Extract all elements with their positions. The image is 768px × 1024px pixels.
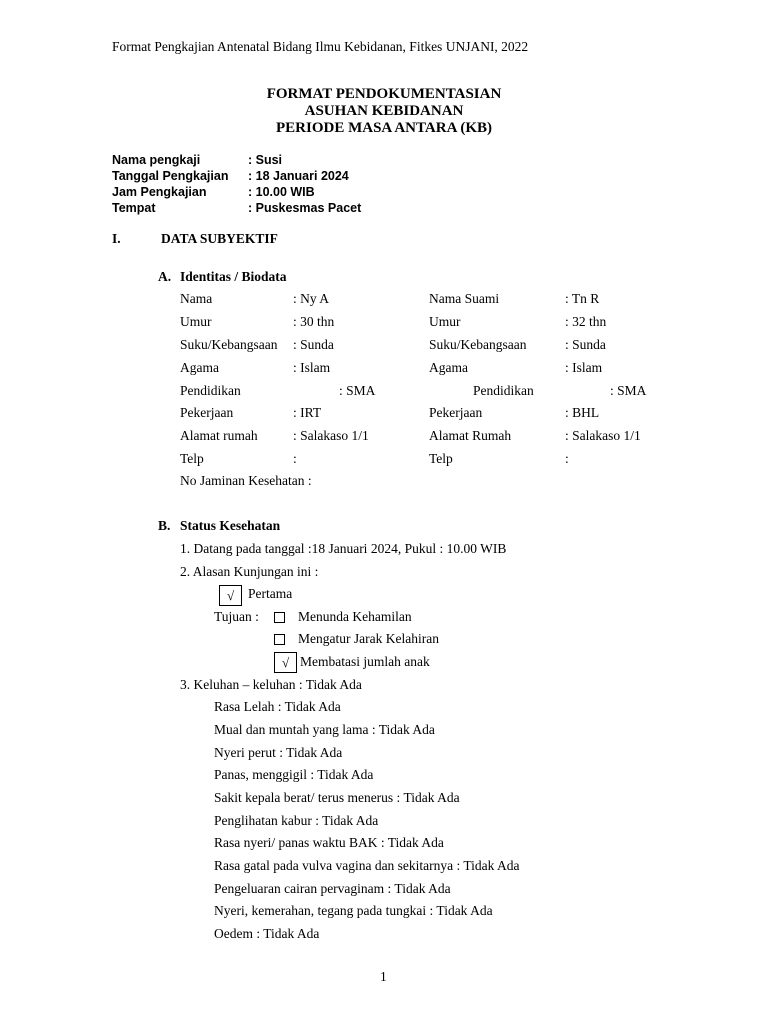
complaint-item: Oedem : Tidak Ada: [214, 926, 320, 941]
mengatur-checkbox: [274, 634, 285, 645]
identity-value: : Sunda: [293, 337, 334, 352]
identity-value: : Islam: [565, 360, 603, 375]
identity-value: : Tn R: [565, 291, 600, 306]
identity-value: : SMA: [339, 383, 376, 398]
complaint-item: Rasa gatal pada vulva vagina dan sekitarnya : Tidak Ada: [214, 858, 520, 873]
pertama-checkbox: [219, 585, 242, 606]
membatasi-checkbox: [274, 652, 297, 673]
identity-label: Agama: [180, 360, 219, 375]
info-label-tempat: Tempat: [112, 201, 156, 215]
identity-value: : Salakaso 1/1: [293, 428, 369, 443]
subsection-letter-b: B.: [158, 518, 171, 533]
identity-label: Pendidikan: [180, 383, 241, 398]
pertama-label: Pertama: [248, 586, 293, 601]
identity-label: Suku/Kebangsaan: [180, 337, 278, 352]
identity-label: Nama Suami: [429, 291, 500, 306]
identity-label: Alamat rumah: [180, 428, 258, 443]
info-value-pengkaji: : Susi: [248, 153, 283, 167]
document-title-line-2: ASUHAN KEBIDANAN: [304, 103, 464, 119]
identity-value: : 32 thn: [565, 314, 607, 329]
info-value-jam: : 10.00 WIB: [248, 185, 315, 199]
complaint-item: Nyeri perut : Tidak Ada: [214, 745, 343, 760]
check-mark-icon: √: [227, 588, 235, 603]
status-item-1: 1. Datang pada tanggal :18 Januari 2024, Pukul : 10.00 WIB: [180, 541, 507, 556]
identity-label: Alamat Rumah: [429, 428, 512, 443]
complaint-item: Sakit kepala berat/ terus menerus : Tidak Ada: [214, 790, 460, 805]
status-item-2: 2. Alasan Kunjungan ini :: [180, 564, 319, 579]
identity-value: :: [565, 451, 569, 466]
identity-label: Pendidikan: [473, 383, 534, 398]
subsection-letter-a: A.: [158, 269, 172, 284]
complaint-item: Mual dan muntah yang lama : Tidak Ada: [214, 722, 435, 737]
info-value-tanggal: : 18 Januari 2024: [248, 169, 349, 183]
document-title-line-3: PERIODE MASA ANTARA (KB): [276, 120, 492, 136]
complaint-item: Panas, menggigil : Tidak Ada: [214, 767, 374, 782]
identity-label: Suku/Kebangsaan: [429, 337, 527, 352]
tujuan-label: Tujuan :: [214, 609, 259, 624]
identity-value: : 30 thn: [293, 314, 335, 329]
status-item-3: 3. Keluhan – keluhan : Tidak Ada: [180, 677, 362, 692]
info-label-jam: Jam Pengkajian: [112, 185, 207, 199]
membatasi-label: Membatasi jumlah anak: [300, 654, 430, 669]
identity-label: Pekerjaan: [180, 405, 234, 420]
identity-value: : Ny A: [293, 291, 330, 306]
complaint-item: Rasa Lelah : Tidak Ada: [214, 699, 341, 714]
identity-label: Umur: [429, 314, 461, 329]
identity-label: Telp: [429, 451, 453, 466]
identity-value: : SMA: [610, 383, 647, 398]
jaminan-kesehatan-label: No Jaminan Kesehatan :: [180, 473, 312, 488]
subsection-title-a: Identitas / Biodata: [180, 269, 287, 284]
identity-value: : Islam: [293, 360, 331, 375]
mengatur-label: Mengatur Jarak Kelahiran: [298, 631, 439, 646]
page-header: Format Pengkajian Antenatal Bidang Ilmu Kebidanan, Fitkes UNJANI, 2022: [112, 39, 529, 54]
complaint-item: Nyeri, kemerahan, tegang pada tungkai : Tidak Ada: [214, 903, 493, 918]
subsection-title-b: Status Kesehatan: [180, 518, 281, 533]
section-number: I.: [112, 231, 121, 246]
identity-value: : BHL: [565, 405, 600, 420]
document-title-line-1: FORMAT PENDOKUMENTASIAN: [266, 86, 502, 102]
section-title: DATA SUBYEKTIF: [161, 231, 278, 246]
page-number: 1: [380, 969, 387, 984]
identity-value: : Salakaso 1/1: [565, 428, 641, 443]
identity-label: Telp: [180, 451, 204, 466]
identity-label: Nama: [180, 291, 213, 306]
identity-value: : Sunda: [565, 337, 606, 352]
info-label-tanggal: Tanggal Pengkajian: [112, 169, 229, 183]
menunda-label: Menunda Kehamilan: [298, 609, 412, 624]
identity-value: :: [293, 451, 297, 466]
info-value-tempat: : Puskesmas Pacet: [248, 201, 362, 215]
identity-label: Agama: [429, 360, 468, 375]
identity-label: Umur: [180, 314, 212, 329]
check-mark-icon: √: [282, 655, 290, 670]
info-label-pengkaji: Nama pengkaji: [112, 153, 201, 167]
complaint-item: Rasa nyeri/ panas waktu BAK : Tidak Ada: [214, 835, 444, 850]
menunda-checkbox: [274, 612, 285, 623]
identity-value: : IRT: [293, 405, 322, 420]
complaint-item: Pengeluaran cairan pervaginam : Tidak Ada: [214, 881, 451, 896]
identity-label: Pekerjaan: [429, 405, 483, 420]
complaint-item: Penglihatan kabur : Tidak Ada: [214, 813, 379, 828]
